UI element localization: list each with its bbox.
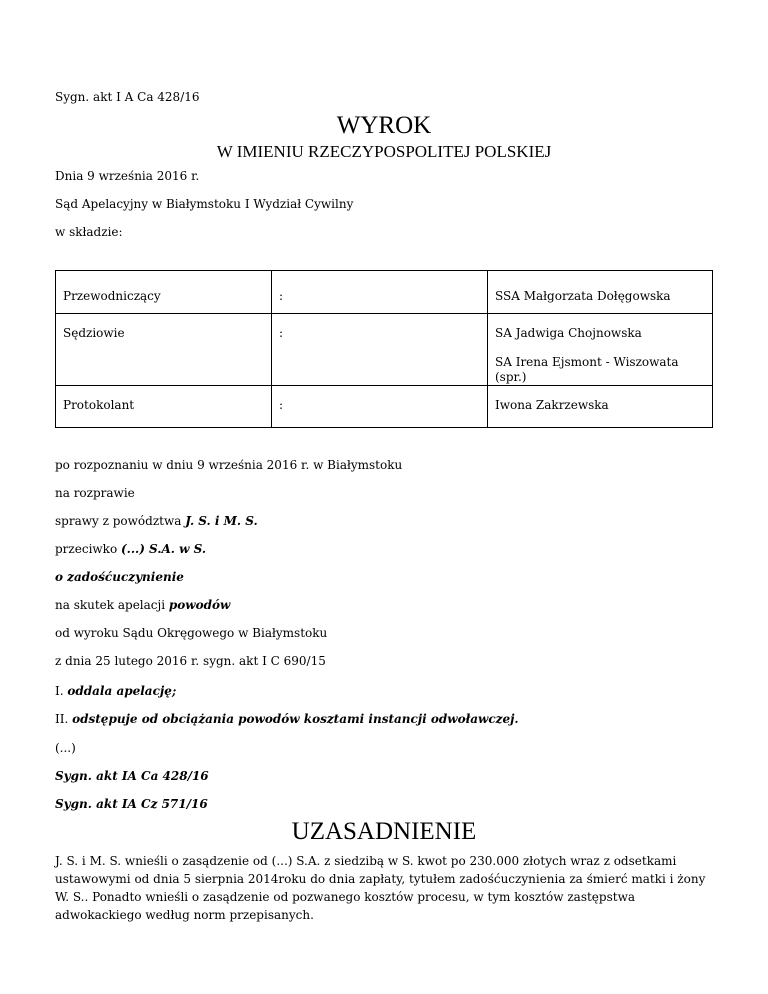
judges-separator: : bbox=[279, 326, 284, 340]
chair-separator: : bbox=[279, 289, 284, 303]
case-number: Sygn. akt I A Ca 428/16 bbox=[55, 90, 200, 104]
judge-name: SA Irena Ejsmont - Wiszowata (spr.) bbox=[495, 355, 679, 384]
hearing-line: po rozpoznaniu w dniu 9 września 2016 r. w Białymstoku bbox=[55, 458, 403, 472]
sygn-line-2: Sygn. akt IA Cz 571/16 bbox=[55, 797, 208, 811]
chair-sep-cell bbox=[272, 271, 488, 314]
justification-title: UZASADNIENIE bbox=[291, 818, 477, 845]
judges-label-cell bbox=[56, 314, 272, 386]
ruling-1 bbox=[55, 684, 176, 699]
clerk-sep-cell bbox=[272, 386, 488, 428]
composition-intro: w składzie: bbox=[55, 225, 123, 239]
ruling-2-number: II. bbox=[55, 712, 73, 726]
chair-label: Przewodniczący bbox=[63, 289, 161, 303]
defendant: (...) S.A. w S. bbox=[120, 542, 207, 556]
claimants: J. S. i M. S. bbox=[185, 514, 258, 528]
document-title: WYROK bbox=[336, 112, 432, 139]
judges-label: Sędziowie bbox=[63, 326, 125, 340]
judge-name: SA Jadwiga Chojnowska bbox=[495, 326, 642, 340]
clerk-separator: : bbox=[279, 398, 284, 412]
chair-name: SSA Małgorzata Dołęgowska bbox=[495, 289, 671, 303]
appeal-line bbox=[55, 598, 230, 613]
claim-line bbox=[55, 514, 258, 529]
judges-names-cell bbox=[488, 314, 713, 386]
against-line bbox=[55, 542, 206, 557]
court-name: Sąd Apelacyjny w Białymstoku I Wydział Cywilny bbox=[55, 197, 354, 211]
session-line: na rozprawie bbox=[55, 486, 135, 500]
justification-paragraph: J. S. i M. S. wnieśli o zasądzenie od (...) S.A. z siedzibą w S. kwot po 230.000 złotych wraz z odsetkami ustawowymi od dnia 5 sierpnia 2014roku do dnia zapłaty, tytułem zadośćuczynienia za śmierć matki i żony W. S.. Ponadto wnieśli o zasądzenie od pozwanego kosztów procesu, w tym kosztów zastępstwa adwokackiego według norm przepisanych. bbox=[55, 854, 706, 922]
ruling-2 bbox=[55, 712, 519, 727]
sygn-line-1: Sygn. akt IA Ca 428/16 bbox=[55, 769, 209, 783]
clerk-label: Protokolant bbox=[63, 398, 135, 412]
judgment-from: od wyroku Sądu Okręgowego w Białymstoku bbox=[55, 626, 328, 640]
ruling-2-text: odstępuje od obciążania powodów kosztami instancji odwoławczej. bbox=[72, 712, 519, 726]
claim-prefix: sprawy z powództwa bbox=[55, 514, 186, 528]
chair-label-cell bbox=[56, 271, 272, 314]
judgment-date: z dnia 25 lutego 2016 r. sygn. akt I C 690/15 bbox=[55, 654, 326, 668]
clerk-name: Iwona Zakrzewska bbox=[495, 398, 609, 412]
ruling-1-number: I. bbox=[55, 684, 68, 698]
case-subject: o zadośćuczynienie bbox=[55, 570, 184, 584]
appeal-prefix: na skutek apelacji bbox=[55, 598, 169, 612]
against-prefix: przeciwko bbox=[55, 542, 121, 556]
chair-name-cell bbox=[488, 271, 713, 314]
ellipsis: (...) bbox=[55, 741, 76, 755]
clerk-label-cell bbox=[56, 386, 272, 428]
document-subtitle: W IMIENIU RZECZYPOSPOLITEJ POLSKIEJ bbox=[216, 142, 552, 161]
appellant: powodów bbox=[168, 598, 231, 612]
clerk-name-cell bbox=[488, 386, 713, 428]
composition-table bbox=[55, 270, 713, 428]
date-line: Dnia 9 września 2016 r. bbox=[55, 169, 200, 183]
ruling-1-text: oddala apelację; bbox=[67, 684, 177, 698]
judges-sep-cell bbox=[272, 314, 488, 386]
